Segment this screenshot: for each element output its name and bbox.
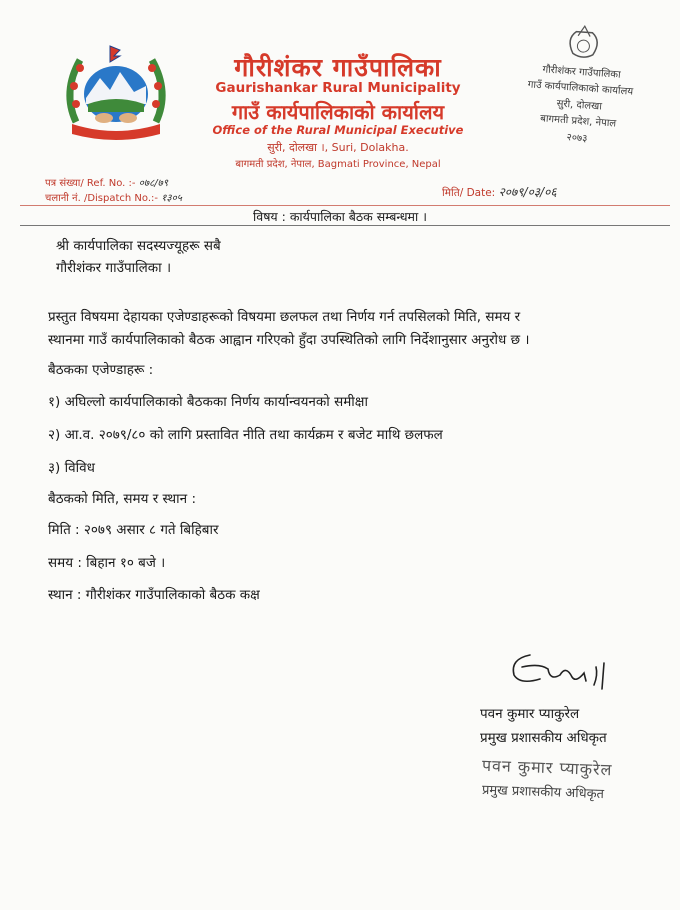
reference-number	[45, 175, 168, 189]
stamp-line-2: गाउँ कार्यपालिकाको कार्यालय	[527, 79, 634, 98]
office-stamp	[495, 15, 665, 176]
address-line-1: सुरी, दोलखा ।, Suri, Dolakha.	[267, 141, 409, 154]
municipality-name-np: गौरीशंकर गाउँपालिका	[234, 53, 442, 82]
office-name-en: Office of the Rural Municipal Executive	[212, 123, 464, 137]
address-line-2: बागमती प्रदेश, नेपाल, Bagmati Province, Nepal	[235, 159, 441, 170]
date-value: २०७९/०३/०६	[498, 185, 557, 199]
municipality-name-en: Gaurishankar Rural Municipality	[215, 80, 461, 96]
letter-subject: विषय : कार्यपालिका बैठक सम्बन्धमा ।	[253, 209, 427, 224]
date-label: मिति/ Date:	[442, 187, 496, 199]
handwritten-signature	[500, 645, 630, 695]
paragraph-line-2: स्थानमा गाउँ कार्यपालिकाको बैठक आह्वान गरिएको हुँदा उपस्थितिको लागि निर्देशानुसार अनुरोध छ ।	[48, 332, 530, 348]
divider	[20, 205, 670, 206]
ref-label: पत्र संख्या/ Ref. No. :-	[45, 178, 136, 189]
office-name-np: गाउँ कार्यपालिकाको कार्यालय	[231, 100, 445, 124]
recipient-line-1: श्री कार्यपालिका सदस्यज्यूहरू सबै	[56, 238, 221, 254]
municipality-emblem	[58, 42, 174, 146]
dispatch-label: चलानी नं. /Dispatch No.:-	[45, 193, 158, 204]
divider	[20, 225, 670, 226]
meeting-place: स्थान : गौरीशंकर गाउँपालिकाको बैठक कक्ष	[48, 587, 260, 603]
meeting-date: मिति : २०७९ असार ८ गते बिहिबार	[48, 522, 219, 538]
letter-date	[442, 183, 557, 200]
recipient-line-2: गौरीशंकर गाउँपालिका ।	[56, 260, 172, 276]
name-seal: पवन कुमार प्याकुरेल	[481, 755, 613, 780]
dispatch-value: १३०५	[161, 193, 182, 204]
signatory-title: प्रमुख प्रशासकीय अधिकृत	[480, 730, 607, 746]
stamp-line-5: २०७३	[566, 132, 588, 145]
agenda-heading: बैठकका एजेण्डाहरू :	[48, 362, 154, 378]
meeting-heading: बैठकको मिति, समय र स्थान :	[48, 491, 196, 507]
agenda-item: २) आ.व. २०७९/८० को लागि प्रस्तावित नीति तथा कार्यक्रम र बजेट माथि छलफल	[48, 427, 443, 443]
paragraph-line-1: प्रस्तुत विषयमा देहायका एजेण्डाहरूको विषयमा छलफल तथा निर्णय गर्न तपसिलको मिति, समय र	[48, 309, 521, 325]
agenda-item: १) अघिल्लो कार्यपालिकाको बैठकका निर्णय कार्यान्वयनको समीक्षा	[48, 394, 368, 410]
meeting-time: समय : बिहान १० बजे ।	[48, 555, 166, 571]
stamp-line-4: बागमती प्रदेश, नेपाल	[539, 113, 617, 130]
title-seal: प्रमुख प्रशासकीय अधिकृत	[481, 782, 605, 803]
dispatch-number	[45, 190, 182, 204]
agenda-item: ३) विविध	[48, 460, 95, 476]
signatory-name: पवन कुमार प्याकुरेल	[480, 706, 580, 722]
ref-value: ०७८/७९	[138, 178, 169, 189]
stamp-line-3: सुरी, दोलखा	[556, 98, 603, 113]
stamp-line-1: गौरीशंकर गाउँपालिका	[542, 64, 621, 81]
